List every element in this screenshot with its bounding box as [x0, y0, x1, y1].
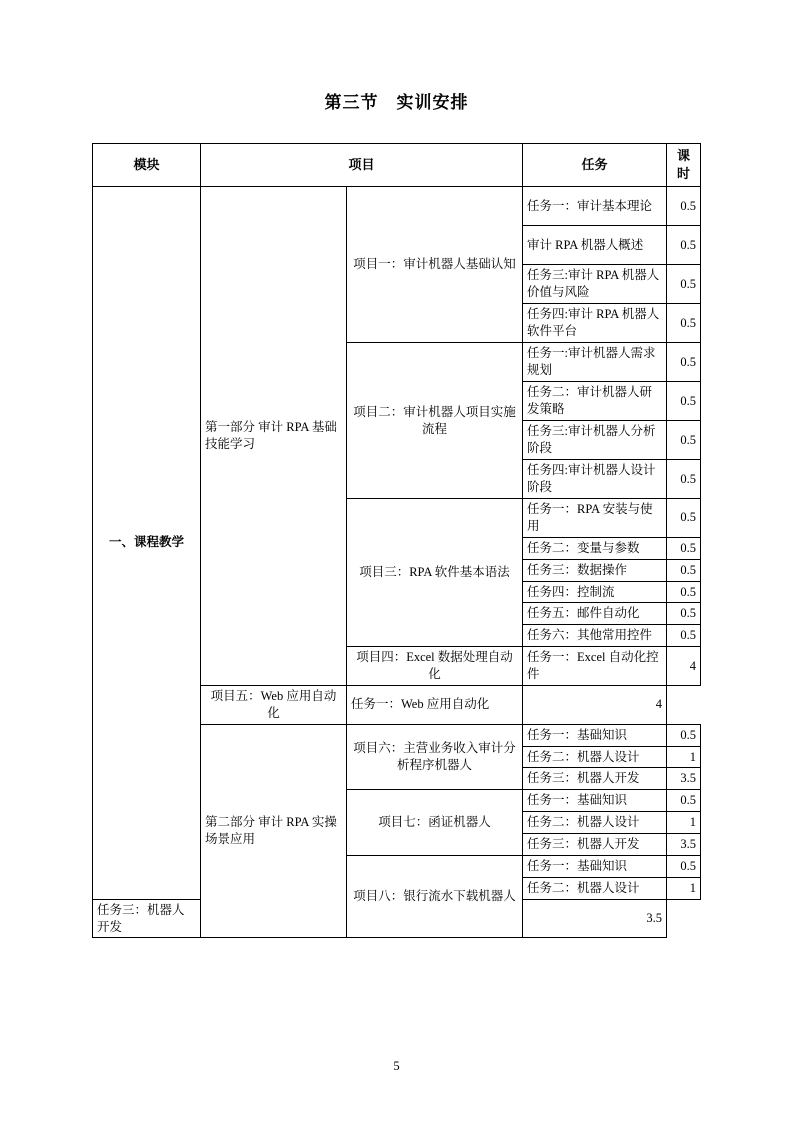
column-header-module: 模块	[93, 144, 201, 187]
page-number: 5	[393, 1059, 400, 1073]
hours-cell: 0.5	[667, 382, 701, 421]
project-cell: 项目一：审计机器人基础认知	[347, 187, 523, 343]
task-cell: 任务二：审计机器人研发策略	[523, 382, 667, 421]
task-cell: 任务一：Web 应用自动化	[347, 685, 523, 724]
task-cell: 任务四：控制流	[523, 581, 667, 603]
hours-cell: 0.5	[667, 855, 701, 877]
table-row	[93, 187, 701, 226]
hours-cell: 0.5	[667, 265, 701, 304]
hours-cell: 0.5	[667, 226, 701, 265]
task-cell: 任务三：机器人开发	[523, 768, 667, 790]
hours-cell: 0.5	[667, 304, 701, 343]
hours-cell: 1	[667, 877, 701, 899]
column-header-project: 项目	[201, 144, 523, 187]
task-cell: 任务一：基础知识	[523, 790, 667, 812]
task-cell: 任务三：数据操作	[523, 559, 667, 581]
hours-cell: 0.5	[667, 724, 701, 746]
task-cell: 任务四:审计 RPA 机器人软件平台	[523, 304, 667, 343]
task-cell: 任务二：变量与参数	[523, 537, 667, 559]
hours-cell: 3.5	[667, 834, 701, 856]
task-cell: 审计 RPA 机器人概述	[523, 226, 667, 265]
task-cell: 任务六：其他常用控件	[523, 625, 667, 647]
hours-cell: 0.5	[667, 559, 701, 581]
project-cell: 项目二：审计机器人项目实施流程	[347, 343, 523, 499]
training-schedule-table	[92, 143, 701, 938]
task-cell: 任务二：机器人设计	[523, 812, 667, 834]
task-cell: 任务一：Excel 自动化控件	[523, 647, 667, 686]
project-cell: 项目七：函证机器人	[347, 790, 523, 856]
hours-cell: 0.5	[667, 790, 701, 812]
hours-cell: 3.5	[523, 899, 667, 938]
task-cell: 任务一：基础知识	[523, 724, 667, 746]
hours-cell: 0.5	[667, 537, 701, 559]
hours-cell: 0.5	[667, 343, 701, 382]
task-cell: 任务四:审计机器人设计阶段	[523, 460, 667, 499]
column-header-hours: 课时	[667, 144, 701, 187]
hours-cell: 1	[667, 746, 701, 768]
task-cell: 任务一：基础知识	[523, 855, 667, 877]
hours-cell: 1	[667, 812, 701, 834]
page-title: 第三节 实训安排	[324, 93, 469, 112]
hours-cell: 3.5	[667, 768, 701, 790]
task-cell: 任务一：RPA 安装与使用	[523, 499, 667, 538]
table-body	[93, 187, 701, 938]
task-cell: 任务二：机器人设计	[523, 746, 667, 768]
part-cell: 第一部分 审计 RPA 基础技能学习	[201, 187, 347, 686]
task-cell: 任务三：机器人开发	[523, 834, 667, 856]
task-cell: 任务三：机器人开发	[93, 899, 201, 938]
hours-cell: 4	[523, 685, 667, 724]
project-cell: 项目三：RPA 软件基本语法	[347, 499, 523, 647]
project-cell: 项目六：主营业务收入审计分析程序机器人	[347, 724, 523, 790]
project-cell: 项目五：Web 应用自动化	[201, 685, 347, 724]
project-cell: 项目八：银行流水下载机器人	[347, 855, 523, 938]
hours-cell: 0.5	[667, 421, 701, 460]
hours-cell: 0.5	[667, 581, 701, 603]
hours-cell: 0.5	[667, 187, 701, 226]
part-cell: 第二部分 审计 RPA 实操场景应用	[201, 724, 347, 938]
hours-cell: 0.5	[667, 499, 701, 538]
task-cell: 任务二：机器人设计	[523, 877, 667, 899]
column-header-task: 任务	[523, 144, 667, 187]
module-cell: 一、课程教学	[93, 187, 201, 900]
task-cell: 任务三:审计机器人分析阶段	[523, 421, 667, 460]
hours-cell: 0.5	[667, 625, 701, 647]
project-cell: 项目四：Excel 数据处理自动化	[347, 647, 523, 686]
task-cell: 任务一：审计基本理论	[523, 187, 667, 226]
hours-cell: 0.5	[667, 603, 701, 625]
table-header-row	[93, 144, 701, 187]
hours-cell: 0.5	[667, 460, 701, 499]
hours-cell: 4	[667, 647, 701, 686]
task-cell: 任务三:审计 RPA 机器人价值与风险	[523, 265, 667, 304]
task-cell: 任务五：邮件自动化	[523, 603, 667, 625]
task-cell: 任务一:审计机器人需求规划	[523, 343, 667, 382]
